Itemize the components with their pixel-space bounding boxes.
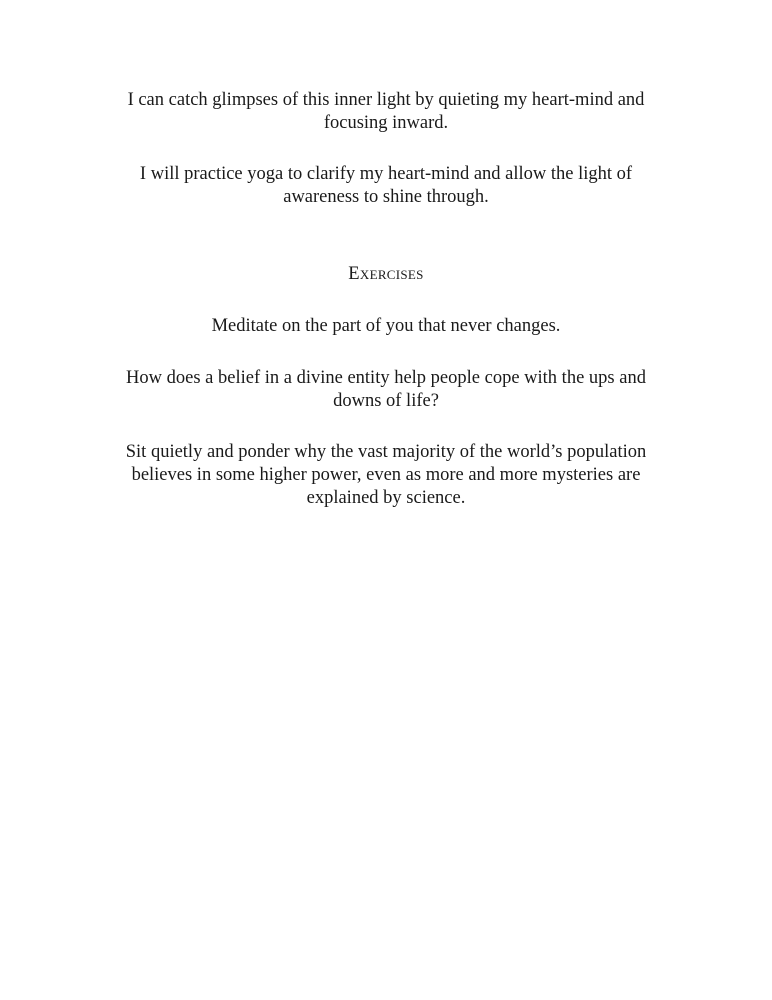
exercise-item-2: How does a belief in a divine entity help people cope with the ups and downs of life? (126, 368, 646, 411)
affirmation-paragraph-1: I can catch glimpses of this inner light by quieting my heart-mind and focusing inward. (127, 90, 645, 133)
affirmation-paragraph-2: I will practice yoga to clarify my heart-mind and allow the light of awareness to shine through. (139, 164, 633, 207)
exercise-item-3: Sit quietly and ponder why the vast majority of the world’s population believes in some higher power, even as more and more mysteries are explained by science. (125, 442, 647, 508)
exercises-heading: Exercises (348, 264, 424, 284)
exercise-item-1: Meditate on the part of you that never changes. (211, 316, 561, 336)
